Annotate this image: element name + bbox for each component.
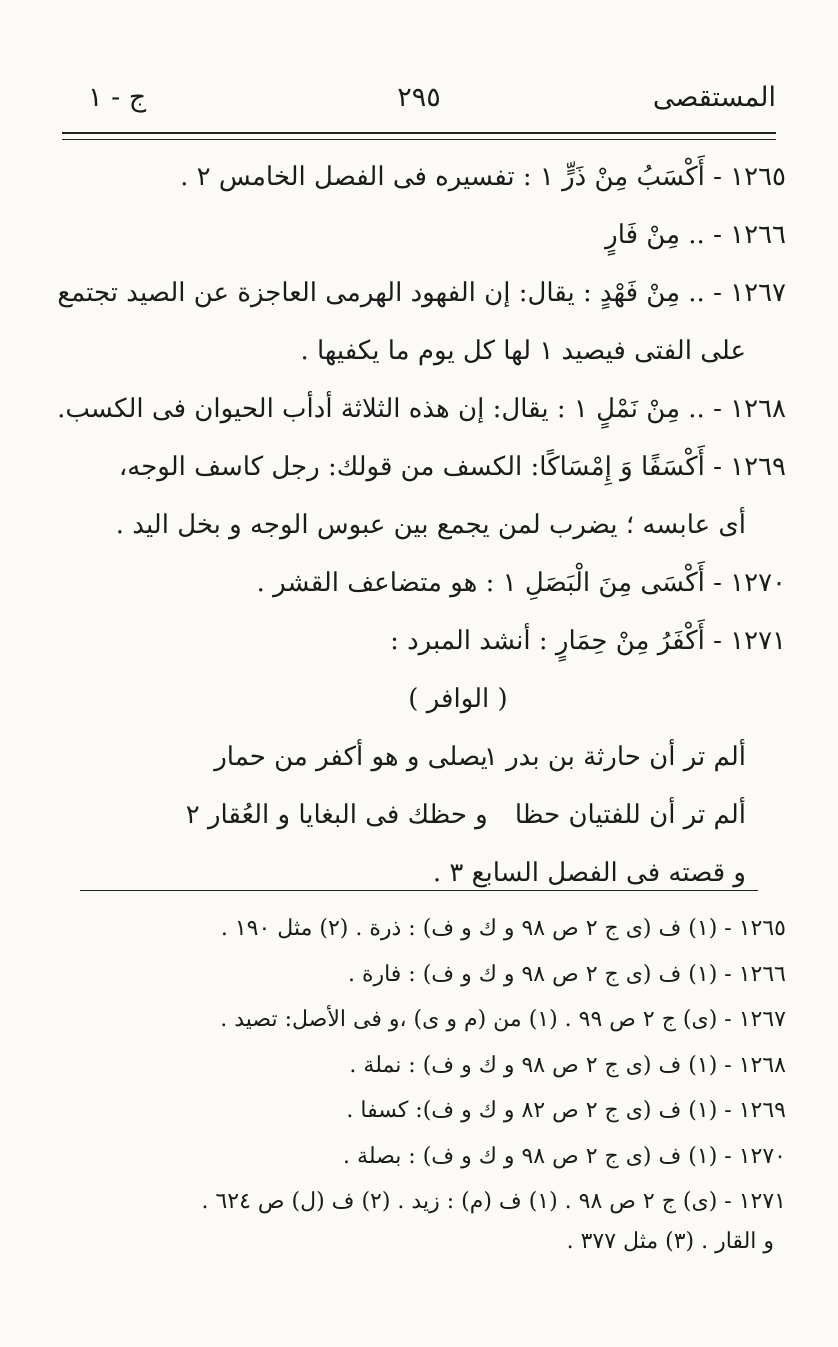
entry-1269-continuation: أى عابسه ؛ يضرب لمن يجمع بين عبوس الوجه و بخل اليد . bbox=[115, 510, 746, 540]
footnote-1268: ١٢٦٨ - (١) ف (ى ج ٢ ص ٩٨ و ك و ف) : نملة . bbox=[349, 1052, 786, 1078]
verse-second-hemistich: يصلى و هو أكفر من حمار bbox=[214, 742, 488, 772]
header-rule-thin bbox=[62, 139, 776, 140]
footnote-1265: ١٢٦٥ - (١) ف (ى ج ٢ ص ٩٨ و ك و ف) : ذرة . (٢) مثل ١٩٠ . bbox=[220, 916, 786, 941]
volume-label: ج - ١ bbox=[88, 82, 147, 113]
verse-second-hemistich: و حظك فى البغايا و العُقار ٢ bbox=[185, 800, 488, 830]
poem-closing-line: و قصته فى الفصل السابع ٣ . bbox=[432, 858, 746, 888]
entry-1268: ١٢٦٨ - .. مِنْ نَمْلٍ ١ : يقال: إن هذه الثلاثة أدأب الحيوان فى الكسب. bbox=[57, 394, 786, 424]
entry-1266: ١٢٦٦ - .. مِنْ فَارٍ bbox=[605, 220, 786, 250]
entry-1267-continuation: على الفتى فيصيد ١ لها كل يوم ما يكفيها . bbox=[300, 336, 746, 366]
footnotes bbox=[68, 906, 786, 1259]
entry-1267: ١٢٦٧ - .. مِنْ فَهْدٍ : يقال: إن الفهود الهرمى العاجزة عن الصيد تجتمع bbox=[57, 278, 786, 308]
entry-1270: ١٢٧٠ - أَكْسَى مِنَ الْبَصَلِ ١ : هو متضاعف القشر . bbox=[256, 568, 786, 598]
footnote-1271: ١٢٧١ - (ى) ج ٢ ص ٩٨ . (١) ف (م) : زيد . (٢) ف (ل) ص ٦٢٤ . bbox=[201, 1189, 786, 1214]
footnote-separator bbox=[80, 890, 758, 891]
verse-first-hemistich: ألم تر أن للفتيان حظا bbox=[514, 800, 746, 830]
verse-line bbox=[70, 728, 786, 786]
book-title: المستقصى bbox=[652, 82, 776, 113]
verse-line bbox=[70, 786, 786, 844]
main-text bbox=[57, 148, 786, 902]
running-header bbox=[62, 82, 776, 122]
footnote-1269: ١٢٦٩ - (١) ف (ى ج ٢ ص ٨٢ و ك و ف): كسفا . bbox=[346, 1098, 786, 1123]
poem-meter: ( الوافر ) bbox=[408, 684, 508, 714]
entry-1269: ١٢٦٩ - أَكْسَفًا وَ إِمْسَاكًا: الكسف من قولك: رجل كاسف الوجه، bbox=[118, 452, 786, 482]
entry-1271: ١٢٧١ - أَكْفَرُ مِنْ حِمَارٍ : أنشد المبرد : bbox=[390, 626, 786, 656]
footnote-1271-continuation: و القار . (٣) مثل ٣٧٧ . bbox=[566, 1228, 774, 1254]
footnote-1270: ١٢٧٠ - (١) ف (ى ج ٢ ص ٩٨ و ك و ف) : بصلة . bbox=[343, 1143, 786, 1169]
footnote-1267: ١٢٦٧ - (ى) ج ٢ ص ٩٩ . (١) من (م و ى) ،و فى الأصل: تصيد . bbox=[220, 1007, 786, 1032]
verse-first-hemistich: ألم تر أن حارثة بن بدر ١ bbox=[483, 742, 746, 772]
entry-1265: ١٢٦٥ - أَكْسَبُ مِنْ ذَرٍّ ١ : تفسيره فى الفصل الخامس ٢ . bbox=[180, 162, 786, 192]
footnote-1266: ١٢٦٦ - (١) ف (ى ج ٢ ص ٩٨ و ك و ف) : فارة . bbox=[347, 961, 786, 987]
header-rule-thick bbox=[62, 132, 776, 134]
page-number: ٢٩٥ bbox=[397, 82, 441, 113]
